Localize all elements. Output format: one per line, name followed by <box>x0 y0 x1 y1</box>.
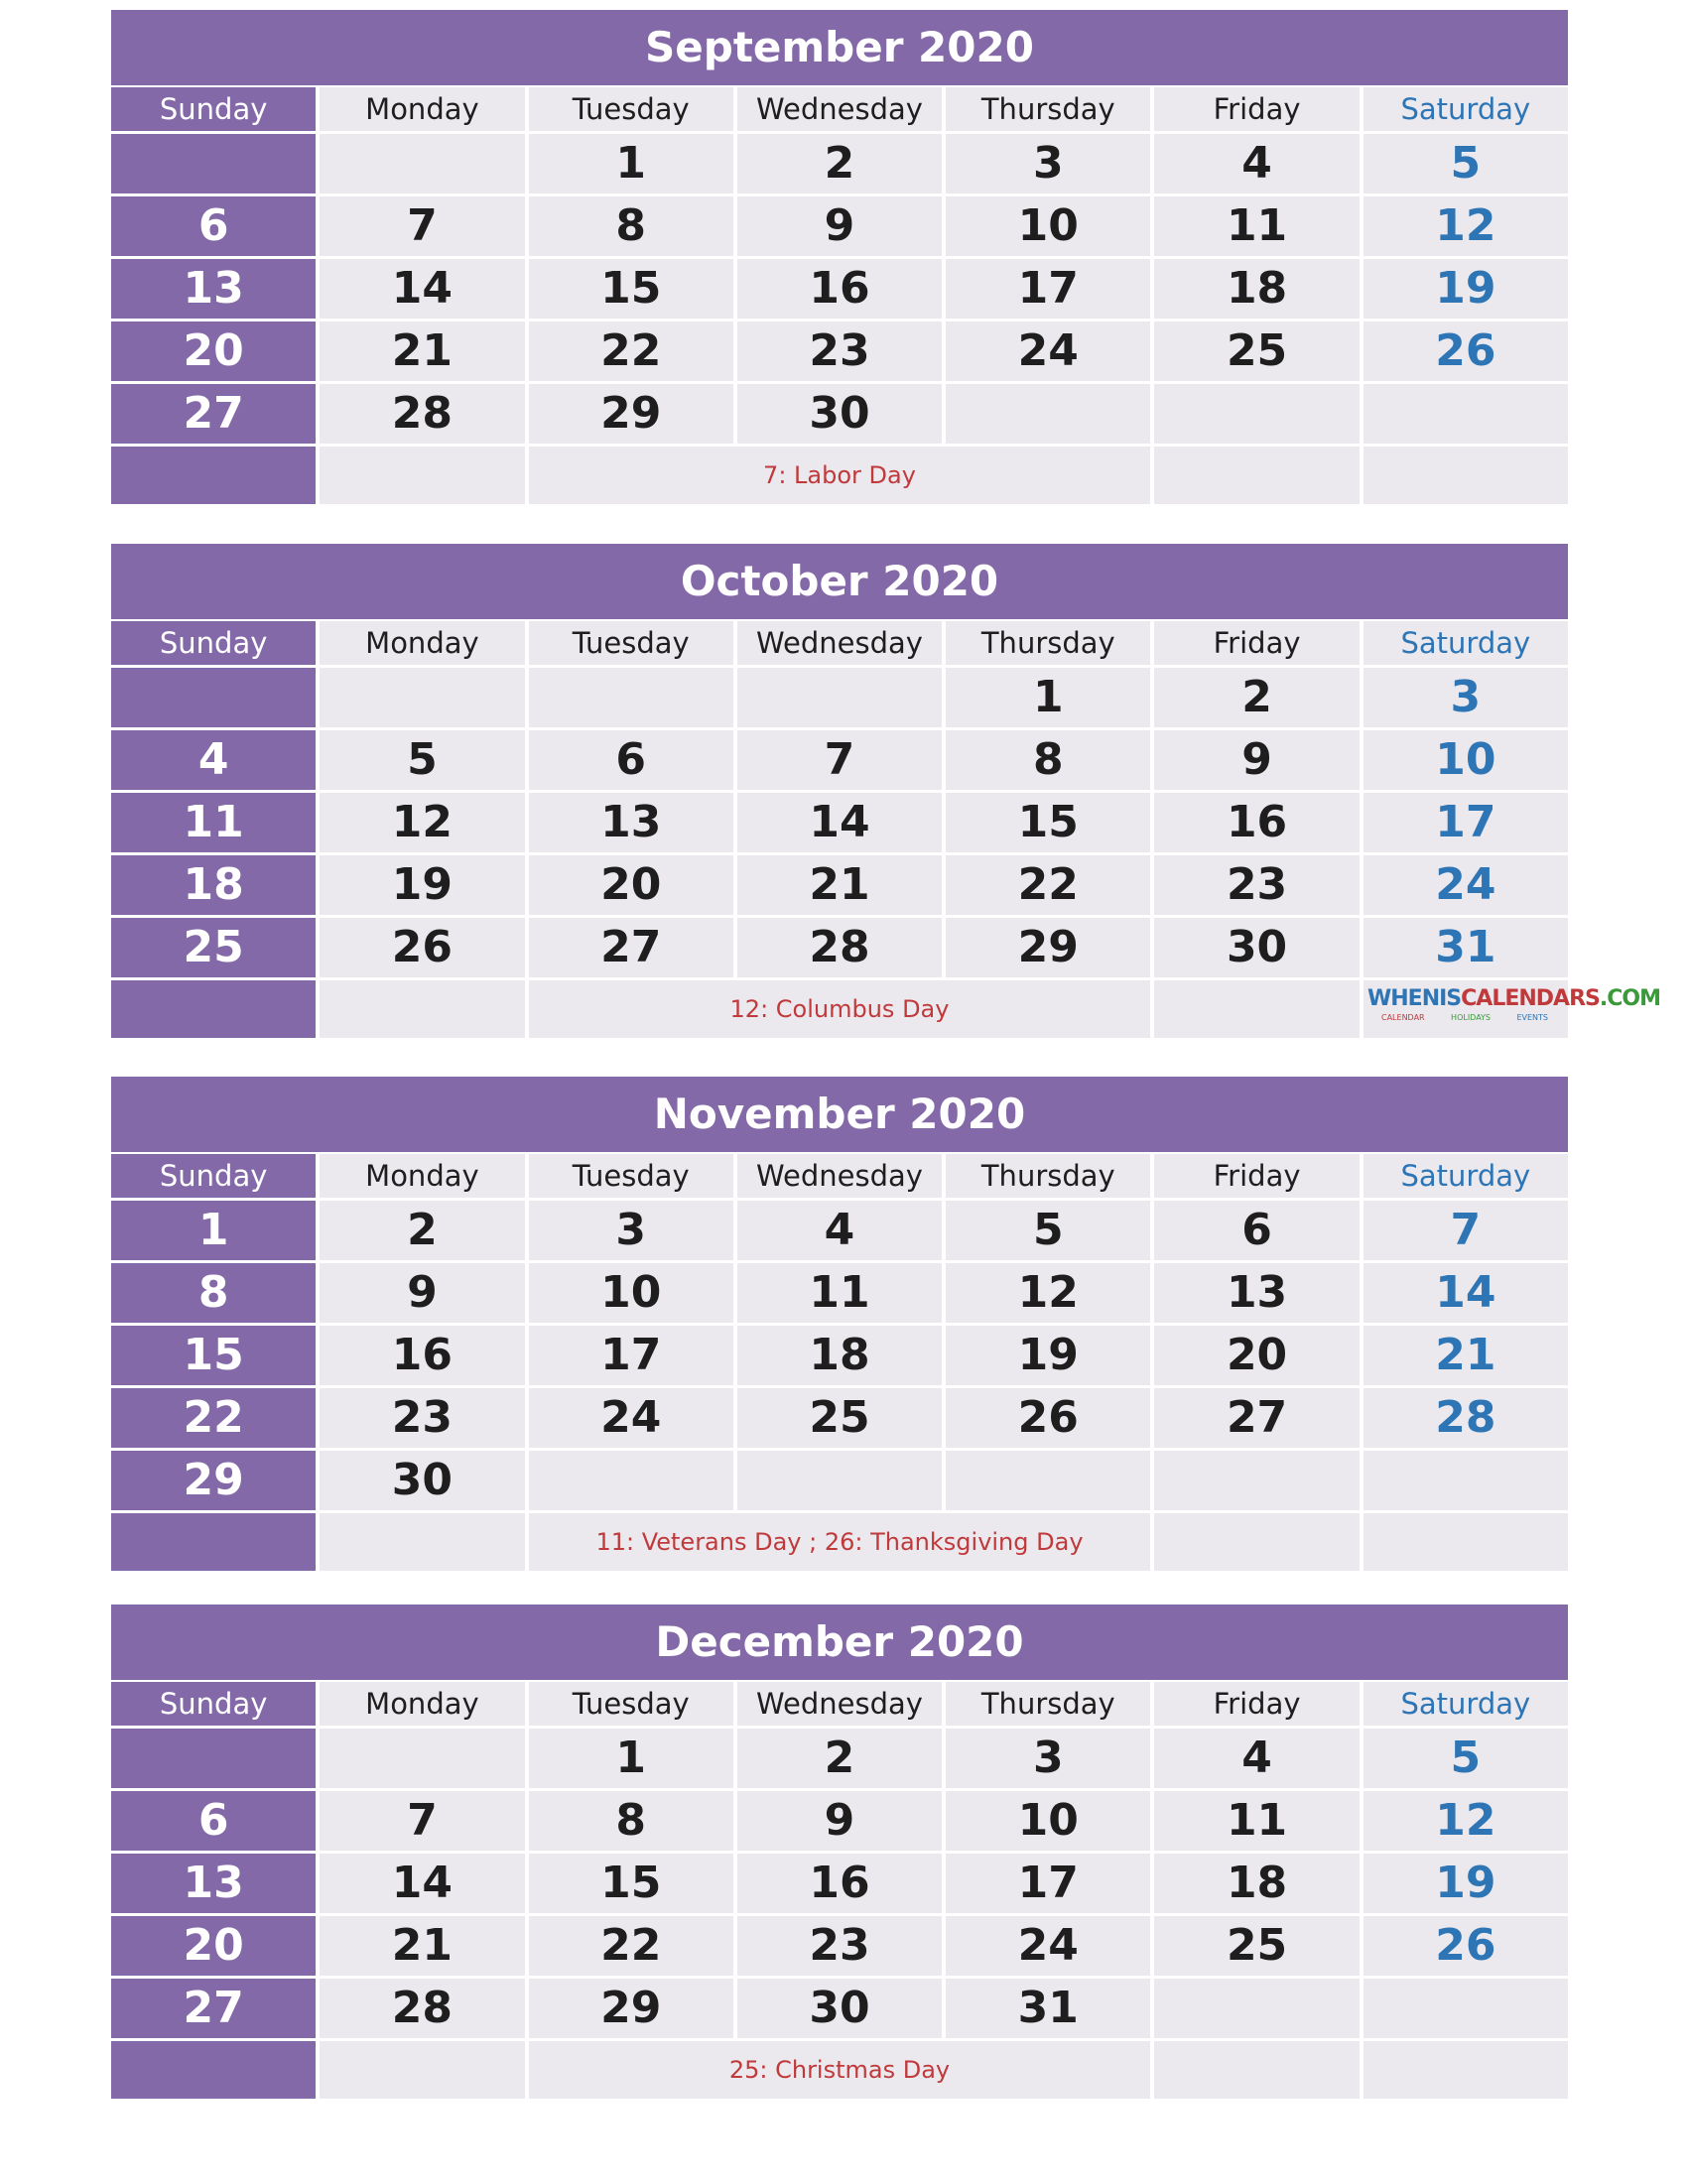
day-cell: 9 <box>737 196 942 256</box>
day-cell: 2 <box>320 1201 524 1260</box>
notes-spacer <box>320 2041 524 2099</box>
day-cell <box>1363 1979 1568 2038</box>
day-cell <box>1154 1979 1359 2038</box>
day-cell: 12 <box>1363 1791 1568 1851</box>
weekday-header-thursday: Thursday <box>946 1154 1150 1198</box>
weekday-header-saturday: Saturday <box>1363 621 1568 665</box>
notes-spacer <box>1154 1513 1359 1571</box>
weekday-header-monday: Monday <box>320 1154 524 1198</box>
day-cell: 8 <box>111 1263 316 1323</box>
day-cell: 14 <box>320 259 524 319</box>
holiday-note: 11: Veterans Day ; 26: Thanksgiving Day <box>529 1513 1151 1571</box>
day-cell: 28 <box>320 384 524 444</box>
day-cell: 15 <box>111 1326 316 1385</box>
day-cell: 10 <box>529 1263 733 1323</box>
day-cell <box>111 1729 316 1788</box>
day-cell: 1 <box>529 1729 733 1788</box>
day-cell: 21 <box>320 1916 524 1976</box>
weekday-header-friday: Friday <box>1154 1682 1359 1726</box>
day-cell: 18 <box>737 1326 942 1385</box>
weekday-header-saturday: Saturday <box>1363 87 1568 131</box>
day-cell: 22 <box>111 1388 316 1448</box>
weekday-header-tuesday: Tuesday <box>529 1682 733 1726</box>
logo-tag: EVENTS <box>1516 1013 1548 1022</box>
day-cell: 16 <box>737 259 942 319</box>
month-title: September 2020 <box>111 10 1568 85</box>
day-cell: 25 <box>737 1388 942 1448</box>
notes-spacer <box>1154 2041 1359 2099</box>
day-cell: 27 <box>529 918 733 977</box>
day-cell: 7 <box>737 730 942 790</box>
month-grid <box>111 1682 1568 2099</box>
logo-tagline <box>1367 1014 1562 1022</box>
month-calendar-october <box>111 544 1660 1038</box>
day-cell: 24 <box>946 321 1150 381</box>
day-cell <box>1363 384 1568 444</box>
weekday-header-tuesday: Tuesday <box>529 621 733 665</box>
notes-spacer <box>320 1513 524 1571</box>
logo-part: CALENDARS <box>1461 986 1600 1011</box>
day-cell: 31 <box>1363 918 1568 977</box>
day-cell <box>946 384 1150 444</box>
day-cell: 30 <box>737 1979 942 2038</box>
day-cell: 4 <box>111 730 316 790</box>
weekday-header-tuesday: Tuesday <box>529 87 733 131</box>
month-grid <box>111 621 1660 1038</box>
day-cell: 4 <box>1154 134 1359 193</box>
day-cell: 11 <box>111 793 316 852</box>
day-cell: 25 <box>1154 1916 1359 1976</box>
day-cell: 6 <box>529 730 733 790</box>
month-title: December 2020 <box>111 1605 1568 1680</box>
day-cell: 20 <box>111 321 316 381</box>
day-cell: 23 <box>737 321 942 381</box>
weekday-header-sunday: Sunday <box>111 621 316 665</box>
day-cell: 27 <box>111 384 316 444</box>
day-cell: 14 <box>1363 1263 1568 1323</box>
month-grid <box>111 1154 1568 1571</box>
month-calendar-december <box>111 1605 1568 2099</box>
weekday-header-friday: Friday <box>1154 621 1359 665</box>
day-cell: 27 <box>1154 1388 1359 1448</box>
day-cell: 16 <box>1154 793 1359 852</box>
day-cell <box>111 134 316 193</box>
day-cell: 20 <box>1154 1326 1359 1385</box>
day-cell: 28 <box>1363 1388 1568 1448</box>
weekday-header-thursday: Thursday <box>946 621 1150 665</box>
day-cell <box>737 668 942 727</box>
notes-saturday-cell <box>1363 980 1660 1038</box>
notes-saturday-cell <box>1363 447 1568 504</box>
weekday-header-sunday: Sunday <box>111 1154 316 1198</box>
day-cell <box>320 1729 524 1788</box>
day-cell: 18 <box>1154 259 1359 319</box>
weekday-header-saturday: Saturday <box>1363 1682 1568 1726</box>
day-cell: 3 <box>946 134 1150 193</box>
day-cell: 24 <box>1363 855 1568 915</box>
day-cell: 8 <box>946 730 1150 790</box>
day-cell: 11 <box>1154 196 1359 256</box>
weekday-header-friday: Friday <box>1154 1154 1359 1198</box>
day-cell: 9 <box>320 1263 524 1323</box>
month-grid <box>111 87 1568 504</box>
day-cell: 4 <box>1154 1729 1359 1788</box>
day-cell: 18 <box>111 855 316 915</box>
day-cell: 26 <box>1363 321 1568 381</box>
notes-sunday-cell <box>111 2041 316 2099</box>
weekday-header-wednesday: Wednesday <box>737 1682 942 1726</box>
day-cell: 1 <box>111 1201 316 1260</box>
weekday-header-monday: Monday <box>320 621 524 665</box>
day-cell: 22 <box>946 855 1150 915</box>
day-cell: 15 <box>529 259 733 319</box>
notes-spacer <box>320 447 524 504</box>
month-calendar-september <box>111 10 1568 504</box>
day-cell <box>1154 384 1359 444</box>
day-cell: 2 <box>737 1729 942 1788</box>
day-cell <box>946 1451 1150 1510</box>
day-cell: 10 <box>946 196 1150 256</box>
day-cell: 23 <box>737 1916 942 1976</box>
day-cell: 3 <box>1363 668 1568 727</box>
weekday-header-wednesday: Wednesday <box>737 87 942 131</box>
notes-spacer <box>1154 980 1359 1038</box>
day-cell: 12 <box>320 793 524 852</box>
weekday-header-monday: Monday <box>320 1682 524 1726</box>
day-cell: 3 <box>946 1729 1150 1788</box>
day-cell: 6 <box>111 196 316 256</box>
notes-saturday-cell <box>1363 2041 1568 2099</box>
site-logo <box>1367 986 1660 1032</box>
weekday-header-friday: Friday <box>1154 87 1359 131</box>
day-cell: 28 <box>737 918 942 977</box>
logo-part: .COM <box>1599 986 1660 1011</box>
day-cell: 5 <box>1363 1729 1568 1788</box>
day-cell <box>320 668 524 727</box>
day-cell: 26 <box>1363 1916 1568 1976</box>
day-cell: 17 <box>946 1854 1150 1913</box>
day-cell: 14 <box>320 1854 524 1913</box>
notes-sunday-cell <box>111 1513 316 1571</box>
holiday-note: 12: Columbus Day <box>529 980 1151 1038</box>
month-calendar-november <box>111 1077 1568 1571</box>
day-cell: 7 <box>1363 1201 1568 1260</box>
day-cell <box>1154 1451 1359 1510</box>
weekday-header-saturday: Saturday <box>1363 1154 1568 1198</box>
weekday-header-sunday: Sunday <box>111 1682 316 1726</box>
day-cell: 3 <box>529 1201 733 1260</box>
day-cell: 24 <box>946 1916 1150 1976</box>
day-cell <box>529 668 733 727</box>
day-cell: 22 <box>529 1916 733 1976</box>
day-cell: 26 <box>320 918 524 977</box>
day-cell: 22 <box>529 321 733 381</box>
weekday-header-wednesday: Wednesday <box>737 621 942 665</box>
day-cell <box>737 1451 942 1510</box>
day-cell: 14 <box>737 793 942 852</box>
day-cell: 29 <box>111 1451 316 1510</box>
logo-tag: CALENDAR <box>1381 1013 1425 1022</box>
logo-wordmark <box>1367 986 1660 1011</box>
day-cell: 1 <box>946 668 1150 727</box>
day-cell: 5 <box>1363 134 1568 193</box>
weekday-header-thursday: Thursday <box>946 1682 1150 1726</box>
day-cell: 19 <box>946 1326 1150 1385</box>
notes-sunday-cell <box>111 447 316 504</box>
day-cell <box>1363 1451 1568 1510</box>
day-cell: 19 <box>1363 1854 1568 1913</box>
day-cell: 26 <box>946 1388 1150 1448</box>
day-cell: 29 <box>946 918 1150 977</box>
day-cell <box>320 134 524 193</box>
notes-sunday-cell <box>111 980 316 1038</box>
logo-part: WHENIS <box>1367 986 1462 1011</box>
day-cell: 31 <box>946 1979 1150 2038</box>
day-cell: 7 <box>320 1791 524 1851</box>
day-cell: 15 <box>529 1854 733 1913</box>
weekday-header-thursday: Thursday <box>946 87 1150 131</box>
day-cell: 20 <box>111 1916 316 1976</box>
weekday-header-monday: Monday <box>320 87 524 131</box>
day-cell: 10 <box>1363 730 1568 790</box>
day-cell: 24 <box>529 1388 733 1448</box>
day-cell: 12 <box>946 1263 1150 1323</box>
day-cell: 5 <box>946 1201 1150 1260</box>
day-cell <box>111 668 316 727</box>
day-cell: 6 <box>1154 1201 1359 1260</box>
day-cell: 5 <box>320 730 524 790</box>
day-cell: 25 <box>1154 321 1359 381</box>
day-cell: 10 <box>946 1791 1150 1851</box>
day-cell: 29 <box>529 384 733 444</box>
month-title: October 2020 <box>111 544 1568 619</box>
month-title: November 2020 <box>111 1077 1568 1152</box>
logo-tag: HOLIDAYS <box>1451 1013 1492 1022</box>
day-cell: 17 <box>946 259 1150 319</box>
day-cell: 25 <box>111 918 316 977</box>
day-cell: 13 <box>111 259 316 319</box>
day-cell <box>529 1451 733 1510</box>
day-cell: 4 <box>737 1201 942 1260</box>
day-cell: 17 <box>1363 793 1568 852</box>
day-cell: 29 <box>529 1979 733 2038</box>
day-cell: 17 <box>529 1326 733 1385</box>
day-cell: 6 <box>111 1791 316 1851</box>
day-cell: 19 <box>1363 259 1568 319</box>
day-cell: 1 <box>529 134 733 193</box>
day-cell: 15 <box>946 793 1150 852</box>
day-cell: 2 <box>737 134 942 193</box>
day-cell: 9 <box>737 1791 942 1851</box>
day-cell: 18 <box>1154 1854 1359 1913</box>
day-cell: 23 <box>1154 855 1359 915</box>
day-cell: 28 <box>320 1979 524 2038</box>
day-cell: 16 <box>737 1854 942 1913</box>
day-cell: 21 <box>1363 1326 1568 1385</box>
notes-spacer <box>320 980 524 1038</box>
day-cell: 30 <box>737 384 942 444</box>
day-cell: 30 <box>320 1451 524 1510</box>
day-cell: 13 <box>529 793 733 852</box>
day-cell: 13 <box>1154 1263 1359 1323</box>
day-cell: 11 <box>737 1263 942 1323</box>
day-cell: 21 <box>737 855 942 915</box>
day-cell: 2 <box>1154 668 1359 727</box>
day-cell: 21 <box>320 321 524 381</box>
day-cell: 19 <box>320 855 524 915</box>
day-cell: 8 <box>529 196 733 256</box>
day-cell: 8 <box>529 1791 733 1851</box>
holiday-note: 7: Labor Day <box>529 447 1151 504</box>
notes-saturday-cell <box>1363 1513 1568 1571</box>
day-cell: 20 <box>529 855 733 915</box>
day-cell: 30 <box>1154 918 1359 977</box>
day-cell: 23 <box>320 1388 524 1448</box>
day-cell: 11 <box>1154 1791 1359 1851</box>
notes-spacer <box>1154 447 1359 504</box>
day-cell: 13 <box>111 1854 316 1913</box>
day-cell: 12 <box>1363 196 1568 256</box>
day-cell: 16 <box>320 1326 524 1385</box>
day-cell: 9 <box>1154 730 1359 790</box>
holiday-note: 25: Christmas Day <box>529 2041 1151 2099</box>
weekday-header-wednesday: Wednesday <box>737 1154 942 1198</box>
day-cell: 7 <box>320 196 524 256</box>
weekday-header-sunday: Sunday <box>111 87 316 131</box>
weekday-header-tuesday: Tuesday <box>529 1154 733 1198</box>
day-cell: 27 <box>111 1979 316 2038</box>
